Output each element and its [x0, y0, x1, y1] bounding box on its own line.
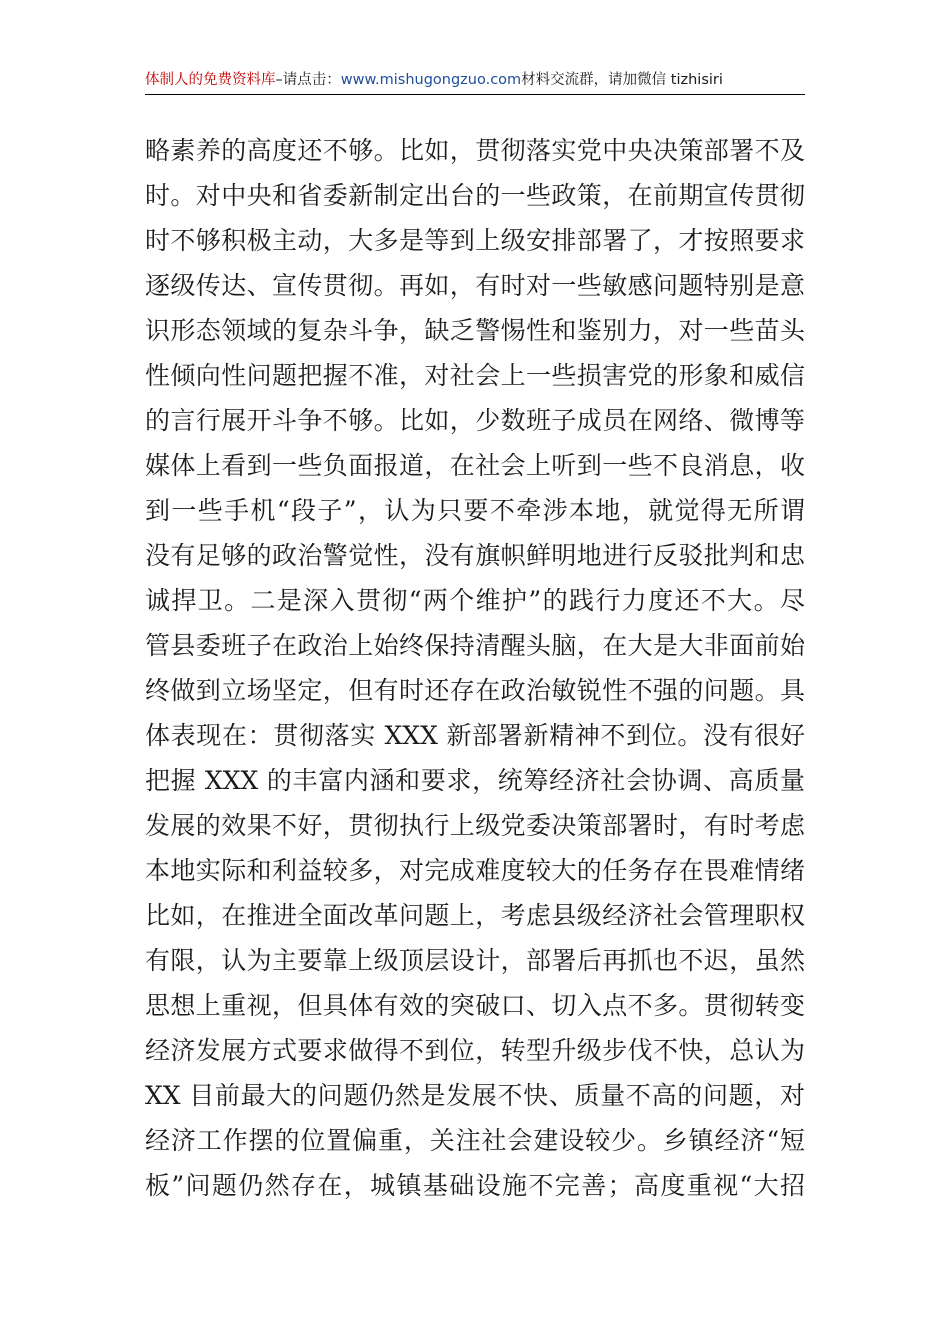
body-line: 发展的效果不好，贯彻执行上级党委决策部署时，有时考虑: [145, 811, 805, 840]
body-line: 识形态领域的复杂斗争，缺乏警惕性和鉴别力，对一些苗头: [145, 316, 805, 345]
body-line: 思想上重视，但具体有效的突破口、切入点不多。贯彻转变: [145, 991, 805, 1020]
body-line: 略素养的高度还不够。比如，贯彻落实党中央决策部署不及: [145, 136, 805, 165]
body-line: 诚捍卫。二是深入贯彻“两个维护”的践行力度还不大。尽: [145, 586, 805, 615]
body-line: 时。对中央和省委新制定出台的一些政策，在前期宣传贯彻: [145, 181, 805, 210]
body-line: 媒体上看到一些负面报道，在社会上听到一些不良消息，收: [145, 451, 805, 480]
body-line: 性倾向性问题把握不准，对社会上一些损害党的形象和威信: [145, 361, 805, 390]
body-line: 逐级传达、宣传贯彻。再如，有时对一些敏感问题特别是意: [145, 271, 805, 300]
body-line: 终做到立场坚定，但有时还存在政治敏锐性不强的问题。具: [145, 676, 805, 705]
body-line: 时不够积极主动，大多是等到上级安排部署了，才按照要求: [145, 226, 805, 255]
body-line: XX 目前最大的问题仍然是发展不快、质量不高的问题，对: [145, 1081, 805, 1110]
header-click-prompt: –请点击：: [275, 72, 341, 88]
body-line: 没有足够的政治警觉性，没有旗帜鲜明地进行反驳批判和忠: [145, 541, 805, 570]
body-line: 把握 XXX 的丰富内涵和要求，统筹经济社会协调、高质量: [145, 766, 805, 795]
body-line: 板”问题仍然存在，城镇基础设施不完善；高度重视“大招: [145, 1171, 805, 1200]
body-line: 管县委班子在政治上始终保持清醒头脑，在大是大非面前始: [145, 631, 805, 660]
header-url-link[interactable]: www.mishugongzuo.com: [340, 72, 522, 88]
body-line: 经济发展方式要求做得不到位，转型升级步伐不快，总认为: [145, 1036, 805, 1065]
body-line: 有限，认为主要靠上级顶层设计，部署后再抓也不迟，虽然: [145, 946, 805, 975]
document-body: [145, 128, 805, 1208]
body-line: 比如，在推进全面改革问题上，考虑县级经济社会管理职权: [145, 901, 805, 930]
header-site-name: 体制人的免费资料库: [145, 72, 276, 88]
body-line: 体表现在：贯彻落实 XXX 新部署新精神不到位。没有很好: [145, 721, 805, 750]
body-line: 本地实际和利益较多，对完成难度较大的任务存在畏难情绪: [145, 856, 805, 885]
body-line: 经济工作摆的位置偏重，关注社会建设较少。乡镇经济“短: [145, 1126, 805, 1155]
body-line: 的言行展开斗争不够。比如，少数班子成员在网络、微博等: [145, 406, 805, 435]
page-header: [145, 68, 805, 95]
body-line: 到一些手机“段子”，认为只要不牵涉本地，就觉得无所谓: [145, 496, 805, 525]
header-group-note: 材料交流群，请加微信 tizhisiri: [521, 72, 723, 88]
